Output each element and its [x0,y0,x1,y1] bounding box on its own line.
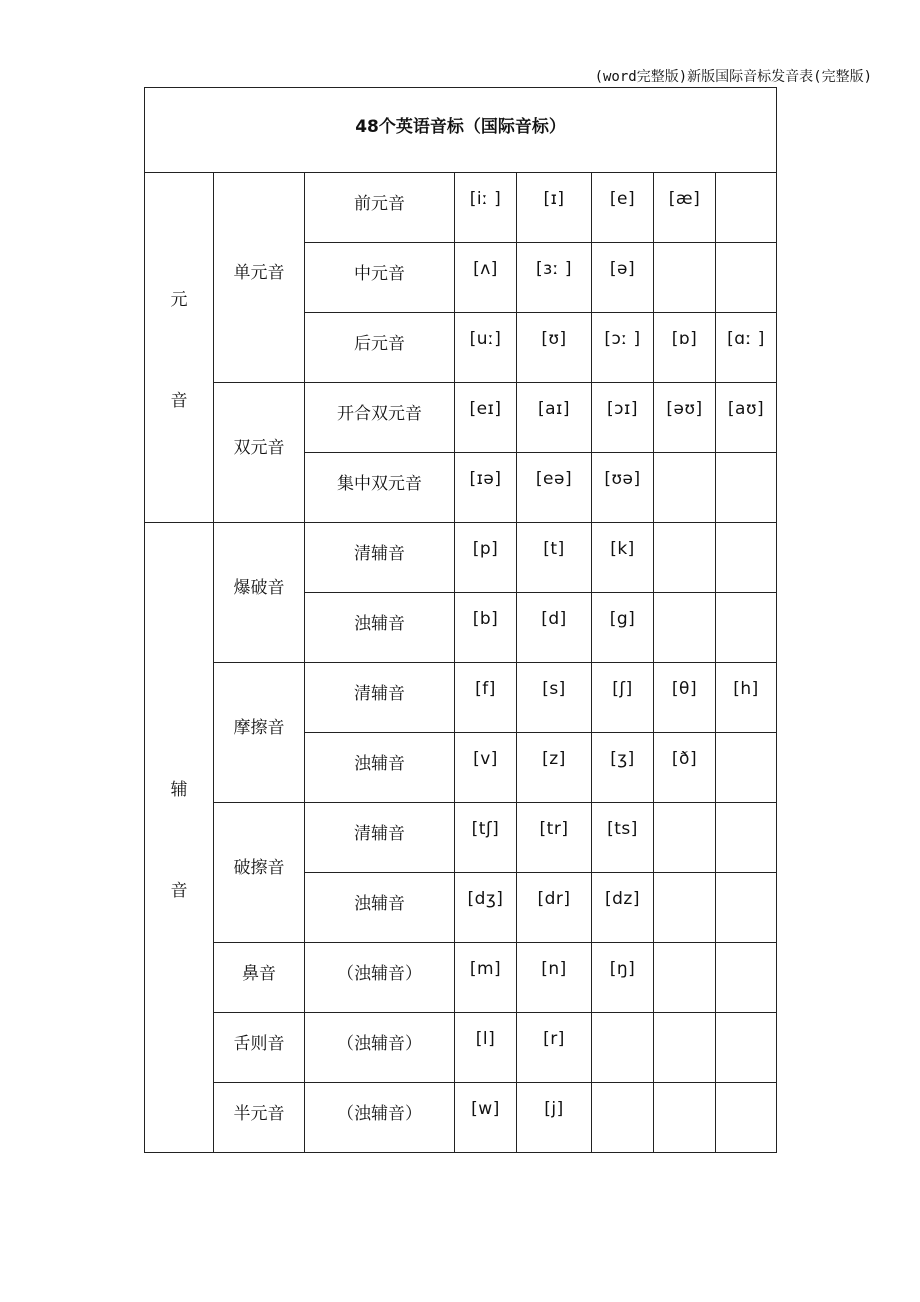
phonetic-symbol: [ɔɪ] [592,383,654,453]
sound-type: 中元音 [305,243,455,313]
table-row [145,1083,777,1153]
phonetic-symbol: [v] [455,733,517,803]
phonetic-symbol: [t] [517,523,592,593]
sound-type: 前元音 [305,173,455,243]
sound-type: 集中双元音 [305,453,455,523]
phonetic-symbol: [m] [455,943,517,1013]
phonetic-symbol: [s] [517,663,592,733]
table-row [145,1013,777,1083]
group-label-bottom: 音 [170,390,188,411]
phonetic-symbol [716,733,777,803]
sound-type: 清辅音 [305,803,455,873]
phonetic-symbol: [ʒ] [592,733,654,803]
sound-type: 开合双元音 [305,383,455,453]
phonetic-symbol [654,1083,716,1153]
group-label [145,523,214,1153]
phonetic-symbol: [p] [455,523,517,593]
phonetic-symbol: [dz] [592,873,654,943]
phonetic-symbol: [ɜː ] [517,243,592,313]
phonetic-symbol: [j] [517,1083,592,1153]
subgroup-label: 半元音 [214,1083,305,1153]
phonetic-symbol: [ts] [592,803,654,873]
phonetic-symbol: [æ] [654,173,716,243]
phonetic-symbol: [tʃ] [455,803,517,873]
subgroup-label: 单元音 [214,173,305,383]
phonetic-symbol: [ɪə] [455,453,517,523]
phonetic-symbol: [ʊə] [592,453,654,523]
phonetic-symbol [716,1013,777,1083]
sound-type: （浊辅音） [305,1013,455,1083]
phonetic-symbol: [dʒ] [455,873,517,943]
phonetic-symbol [716,873,777,943]
phonetic-symbol [654,453,716,523]
phonetic-symbol [716,453,777,523]
sound-type: （浊辅音） [305,1083,455,1153]
phonetic-symbol: [ɔː ] [592,313,654,383]
sound-type: 后元音 [305,313,455,383]
phonetic-symbol: [eɪ] [455,383,517,453]
table-row [145,943,777,1013]
phonetic-symbol: [eə] [517,453,592,523]
sound-type: 浊辅音 [305,873,455,943]
phonetic-symbol: [aɪ] [517,383,592,453]
phonetic-symbol: [dr] [517,873,592,943]
phonetic-symbol: [ɑː ] [716,313,777,383]
phonetic-symbol: [z] [517,733,592,803]
phonetic-symbol: [l] [455,1013,517,1083]
sound-type: 浊辅音 [305,593,455,663]
group-label-bottom: 音 [170,880,188,901]
phonetic-symbol [592,1013,654,1083]
phonetic-symbol: [r] [517,1013,592,1083]
phonetic-symbol [654,873,716,943]
phonetic-symbol: [ð] [654,733,716,803]
sound-type: （浊辅音） [305,943,455,1013]
phonetic-symbol: [ə] [592,243,654,313]
phonetic-symbol: [ʃ] [592,663,654,733]
phonetic-symbol: [d] [517,593,592,663]
phonetic-symbol [654,243,716,313]
phonetic-symbol [716,173,777,243]
phonetic-symbol: [n] [517,943,592,1013]
phonetic-symbol [654,1013,716,1083]
phonetic-symbol: [f] [455,663,517,733]
phonetic-symbol: [əʊ] [654,383,716,453]
phonetic-symbol: [h] [716,663,777,733]
sound-type: 浊辅音 [305,733,455,803]
group-label-top: 辅 [170,779,188,800]
phonetic-symbol [654,523,716,593]
phonetic-symbol [716,523,777,593]
phonetic-symbol: [w] [455,1083,517,1153]
phonetic-symbol [716,803,777,873]
phonetic-symbol [592,1083,654,1153]
table-row [145,663,777,733]
group-label-top: 元 [170,289,188,310]
phonetic-symbol: [ʊ] [517,313,592,383]
phonetic-symbol [716,943,777,1013]
phonetic-symbol: [θ] [654,663,716,733]
table-row [145,173,777,243]
table-row [145,803,777,873]
sound-type: 清辅音 [305,523,455,593]
subgroup-label: 摩擦音 [214,663,305,803]
phonetic-symbol [716,1083,777,1153]
subgroup-label: 双元音 [214,383,305,523]
phonetic-symbol: [ŋ] [592,943,654,1013]
table-row [145,523,777,593]
phonetic-symbol: [aʊ] [716,383,777,453]
subgroup-label: 破擦音 [214,803,305,943]
phonetic-symbol: [tr] [517,803,592,873]
table-row [145,383,777,453]
table-title: 48个英语音标（国际音标） [145,88,777,173]
subgroup-label: 鼻音 [214,943,305,1013]
phonetic-symbol [716,243,777,313]
phonetic-symbol: [uː] [455,313,517,383]
phonetic-symbol: [b] [455,593,517,663]
group-label [145,173,214,523]
subgroup-label: 爆破音 [214,523,305,663]
phonetic-symbol: [e] [592,173,654,243]
phonetic-symbol: [ɒ] [654,313,716,383]
phonetic-symbol: [ʌ] [455,243,517,313]
phonetic-symbol: [g] [592,593,654,663]
phonetic-symbol [654,593,716,663]
document-header: (word完整版)新版国际音标发音表(完整版) [594,69,872,85]
sound-type: 清辅音 [305,663,455,733]
subgroup-label: 舌则音 [214,1013,305,1083]
phonetic-table [144,87,777,1153]
phonetic-symbol [654,803,716,873]
phonetic-symbol: [ɪ] [517,173,592,243]
phonetic-symbol: [iː ] [455,173,517,243]
title-row [145,88,777,173]
phonetic-symbol [716,593,777,663]
phonetic-symbol [654,943,716,1013]
phonetic-symbol: [k] [592,523,654,593]
